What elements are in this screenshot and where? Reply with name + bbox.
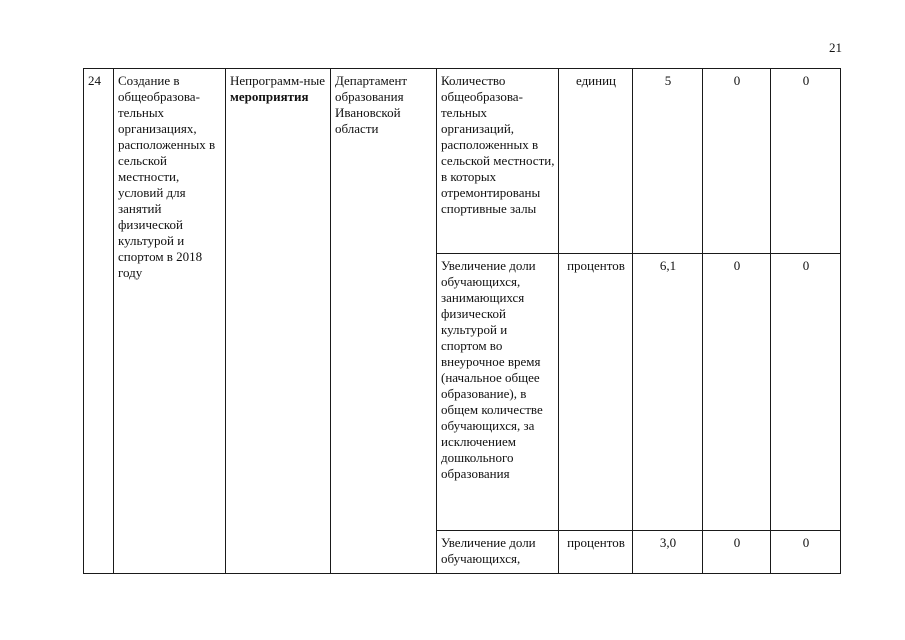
indicator-name: Увеличение доли обучающихся, — [441, 535, 536, 566]
measure-type-suffix: мероприятия — [230, 89, 309, 104]
indicator-value-1-cell — [633, 254, 703, 531]
measure-name-cell — [114, 69, 226, 574]
row-number: 24 — [88, 73, 101, 88]
indicator-value-3: 0 — [802, 535, 810, 550]
organization-name: Департамент образования Ивановской области — [335, 73, 408, 136]
indicator-name: Количество общеобразова-тельных организаций, расположенных в сельской местности, в которых отремонтированы спортивные залы — [441, 73, 555, 216]
indicator-value-2-cell — [703, 254, 771, 531]
indicator-value-1-cell — [633, 531, 703, 574]
indicator-unit-cell — [559, 531, 633, 574]
indicator-unit-cell — [559, 69, 633, 254]
table-row — [84, 69, 841, 254]
indicator-value-3-cell — [771, 69, 841, 254]
indicator-unit-cell — [559, 254, 633, 531]
measure-type-prefix: Непрограмм-ные — [230, 73, 325, 88]
indicator-value-2: 0 — [733, 258, 741, 273]
indicator-unit: процентов — [567, 258, 625, 273]
measure-name: Создание в общеобразова-тельных организациях, расположенных в сельской местности, условий для занятий физической культурой и спортом в 2018 году — [118, 73, 216, 280]
indicator-value-1: 6,1 — [659, 258, 677, 273]
indicator-unit: процентов — [567, 535, 625, 550]
indicator-name-cell — [437, 254, 559, 531]
indicator-name-cell — [437, 531, 559, 574]
page-number: 21 — [829, 40, 842, 55]
indicator-value-3-cell — [771, 254, 841, 531]
indicator-value-3-cell — [771, 531, 841, 574]
measure-type-cell — [226, 69, 331, 574]
indicator-value-3: 0 — [802, 73, 810, 88]
organization-cell — [331, 69, 437, 574]
measures-table — [83, 68, 841, 574]
indicator-value-2-cell — [703, 531, 771, 574]
row-number-cell — [84, 69, 114, 574]
indicator-value-1: 5 — [664, 73, 672, 88]
indicator-name-cell — [437, 69, 559, 254]
indicator-name: Увеличение доли обучающихся, занимающихся физической культурой и спортом во внеурочное время (начальное общее образование), в общем количестве обучающихся, за исключением дошкольного образования — [441, 258, 543, 481]
indicator-value-2-cell — [703, 69, 771, 254]
indicator-value-1-cell — [633, 69, 703, 254]
indicator-value-2: 0 — [733, 73, 741, 88]
indicator-value-1: 3,0 — [659, 535, 677, 550]
indicator-value-3: 0 — [802, 258, 810, 273]
indicator-value-2: 0 — [733, 535, 741, 550]
indicator-unit: единиц — [575, 73, 617, 88]
